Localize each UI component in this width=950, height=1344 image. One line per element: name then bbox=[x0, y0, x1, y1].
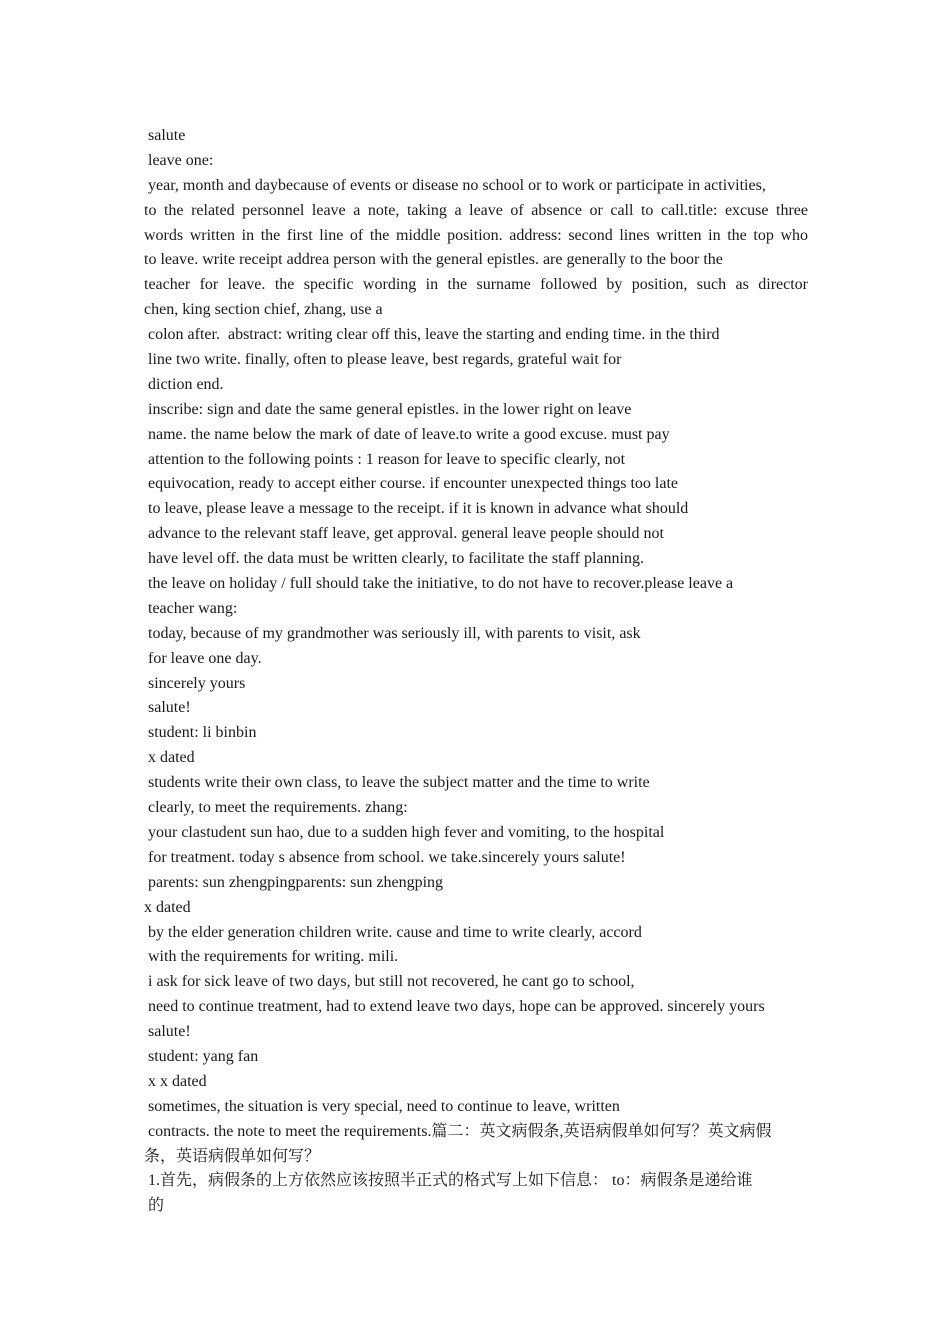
text-line: to the related personnel leave a note, taking a leave of absence or call to call.title: excuse three bbox=[144, 201, 808, 219]
text-line: to leave, please leave a message to the receipt. if it is known in advance what should bbox=[144, 500, 689, 518]
text-line: student: yang fan bbox=[144, 1047, 259, 1065]
text-line: contracts. the note to meet the requirements.篇二：英文病假条,英语病假单如何写？英文病假 bbox=[144, 1122, 772, 1140]
text-line: student: li binbin bbox=[144, 724, 257, 742]
text-line: x x dated bbox=[144, 1072, 207, 1090]
text-line: teacher for leave. the specific wording in the surname followed by position, such as director bbox=[144, 276, 808, 294]
text-line: 的 bbox=[144, 1197, 165, 1215]
text-line: parents: sun zhengpingparents: sun zhengping bbox=[144, 873, 444, 891]
text-line: x dated bbox=[144, 749, 195, 767]
text-line: sometimes, the situation is very special, need to continue to leave, written bbox=[144, 1097, 620, 1115]
text-line: have level off. the data must be written clearly, to facilitate the staff planning. bbox=[144, 550, 644, 568]
text-line: today, because of my grandmother was seriously ill, with parents to visit, ask bbox=[144, 624, 641, 642]
text-line: by the elder generation children write. cause and time to write clearly, accord bbox=[144, 923, 642, 941]
text-line: to leave. write receipt addrea person with the general epistles. are generally to the boor the bbox=[144, 251, 723, 269]
text-line: your clastudent sun hao, due to a sudden high fever and vomiting, to the hospital bbox=[144, 823, 665, 841]
text-line: for treatment. today s absence from school. we take.sincerely yours salute! bbox=[144, 848, 626, 866]
text-line: teacher wang: bbox=[144, 599, 238, 617]
text-line: clearly, to meet the requirements. zhang: bbox=[144, 799, 408, 817]
text-line: need to continue treatment, had to extend leave two days, hope can be approved. sincerely yours bbox=[144, 998, 765, 1016]
text-line: attention to the following points : 1 reason for leave to specific clearly, not bbox=[144, 450, 626, 468]
text-line: advance to the relevant staff leave, get approval. general leave people should not bbox=[144, 525, 664, 543]
text-line: x dated bbox=[144, 898, 191, 916]
body-text bbox=[144, 124, 808, 1219]
text-line: for leave one day. bbox=[144, 649, 262, 667]
text-line: 1.首先，病假条的上方依然应该按照半正式的格式写上如下信息： to：病假条是递给谁 bbox=[144, 1172, 753, 1190]
text-line: colon after. abstract: writing clear off this, leave the starting and ending time. in the third bbox=[144, 326, 720, 344]
text-line: equivocation, ready to accept either course. if encounter unexpected things too late bbox=[144, 475, 679, 493]
text-line: students write their own class, to leave the subject matter and the time to write bbox=[144, 774, 650, 792]
text-line: sincerely yours bbox=[144, 674, 246, 692]
text-line: leave one: bbox=[144, 151, 214, 169]
text-line: words written in the first line of the middle position. address: second lines written in the top who bbox=[144, 226, 808, 244]
text-line: with the requirements for writing. mili. bbox=[144, 948, 399, 966]
text-line: salute bbox=[144, 127, 186, 144]
text-line: salute! bbox=[144, 1023, 191, 1041]
text-line: inscribe: sign and date the same general epistles. in the lower right on leave bbox=[144, 400, 632, 418]
text-line: diction end. bbox=[144, 375, 224, 393]
text-line: chen, king section chief, zhang, use a bbox=[144, 301, 383, 319]
text-line: i ask for sick leave of two days, but still not recovered, he cant go to school, bbox=[144, 973, 635, 991]
text-line: line two write. finally, often to please leave, best regards, grateful wait for bbox=[144, 351, 622, 369]
text-line: year, month and daybecause of events or disease no school or to work or participate in activities, bbox=[144, 176, 766, 194]
text-line: 条，英语病假单如何写？ bbox=[144, 1147, 321, 1165]
text-line: name. the name below the mark of date of leave.to write a good excuse. must pay bbox=[144, 425, 670, 443]
text-line: salute! bbox=[144, 699, 191, 717]
text-line: the leave on holiday / full should take the initiative, to do not have to recover.please leave a bbox=[144, 575, 734, 593]
